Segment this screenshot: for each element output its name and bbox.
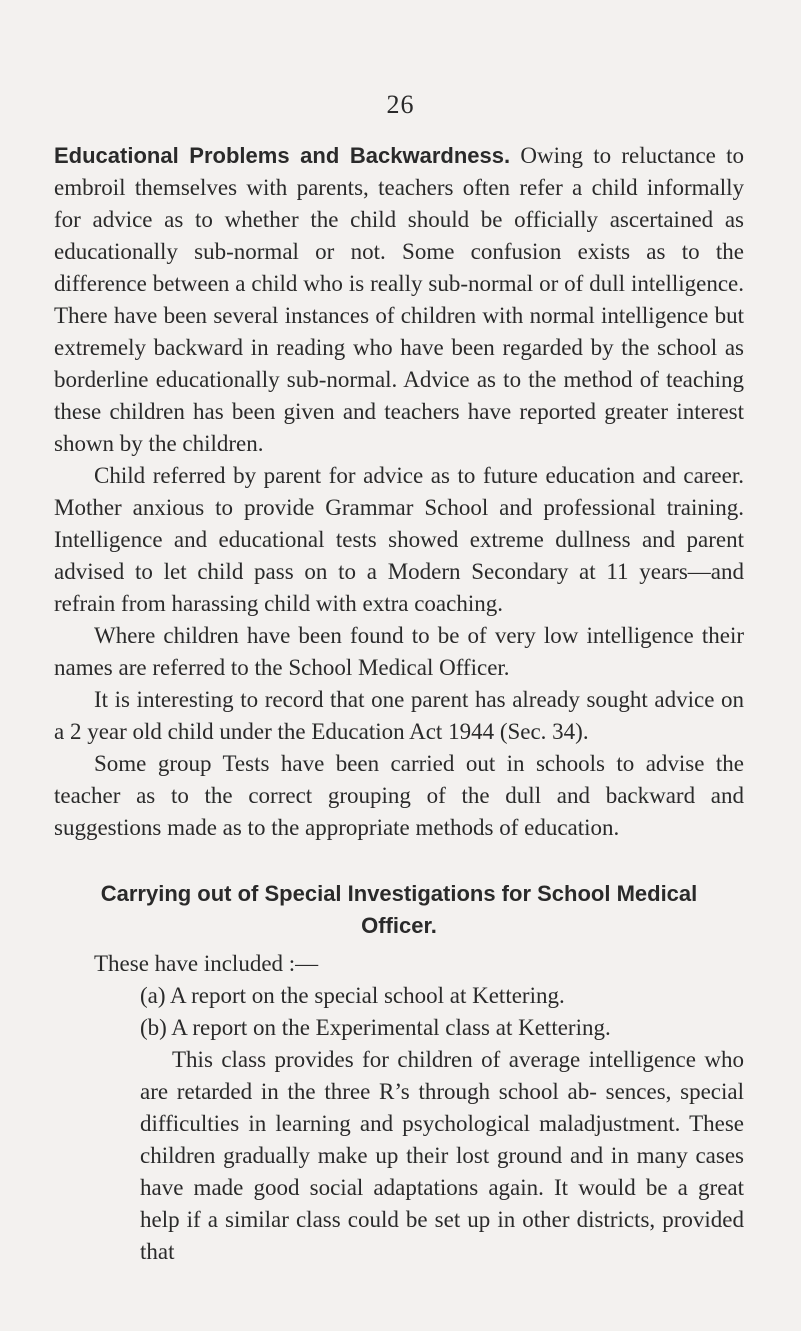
section1-paragraph-3: Where children have been found to be of very low intelligence their names are referred to the School Medical Officer. — [54, 623, 744, 680]
section1-heading: Educational Problems and Backwardness. — [54, 143, 511, 168]
section2-title — [54, 878, 744, 942]
list-item-a: (a) A report on the special school at Kettering. — [140, 983, 565, 1008]
section1-paragraph-1-text: Owing to reluctance to embroil themselves with parents, teachers often refer a child informally for advice as to whether the child should be officially ascertained as educationally sub-normal or not. Some confusion exists as to the difference between a child who is really sub-normal or of dull intelligence. There have been several instances of children with normal intelligence but extremely backward in reading who have been regarded by the school as borderline educationally sub-normal. Advice as to the method of teaching these children has been given and teachers have reported greater interest shown by the children. — [54, 143, 745, 456]
section1-paragraph-5: Some group Tests have been carried out in schools to advise the teacher as to the correct grouping of the dull and backward and suggestions made as to the appropriate methods of education. — [54, 751, 744, 840]
section2-title-line-2: Officer. — [361, 913, 437, 938]
section2-intro: These have included :— — [94, 951, 319, 976]
list-item-b-detail — [54, 1044, 744, 1268]
list-item-b: (b) A report on the Experimental class at Kettering. — [140, 1015, 611, 1040]
page-number: 26 — [386, 90, 415, 119]
section2-title-line-1: Carrying out of Special Investigations for School Medical — [100, 881, 698, 906]
page-body — [54, 140, 744, 1268]
section1-paragraph-2: Child referred by parent for advice as to future education and career. Mother anxious to provide Grammar School and professional training. Intelligence and educational tests showed extreme dullness and parent advised to let child pass on to a Modern Secondary at 11 years—and refrain from harassing child with extra coaching. — [54, 463, 744, 616]
section1-paragraph-1 — [54, 140, 744, 460]
section1-paragraph-4: It is interesting to record that one parent has already sought advice on a 2 year old child under the Education Act 1944 (Sec. 34). — [54, 687, 744, 744]
list-item-b-detail-text: This class provides for children of average intelligence who are retarded in the three R’s through school ab- sences, special difficulties in learning and psychological maladjustment. These children gradually make up their lost ground and in many cases have made good social adaptations again. It would be a great help if a similar class could be set up in other districts, provided that — [140, 1047, 744, 1264]
